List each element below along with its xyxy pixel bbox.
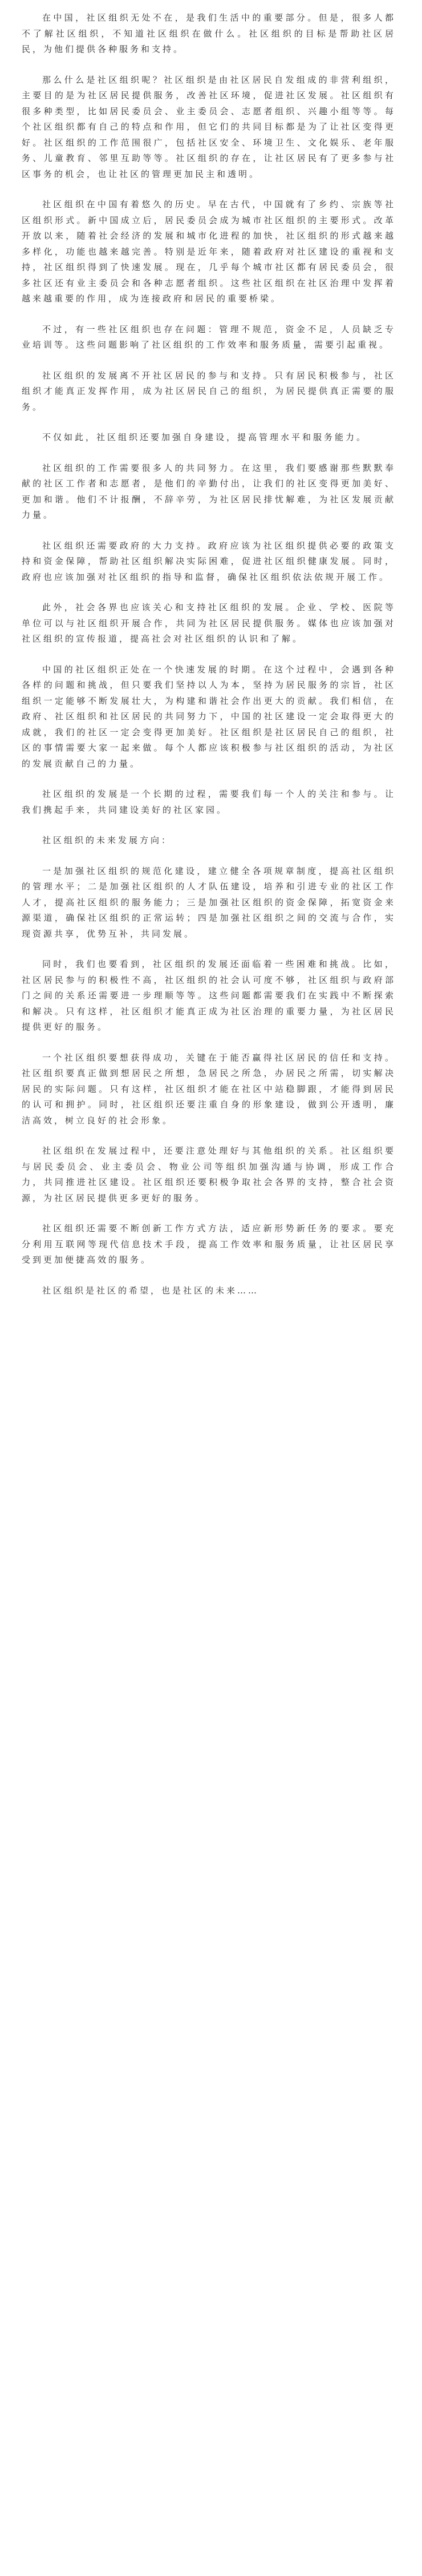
- paragraph: 社区组织在中国有着悠久的历史。早在古代，中国就有了乡约、宗族等社区组织形式。新中国成立后，居民委员会成为城市社区组织的主要形式。改革开放以来，随着社会经济的发展和城市化进程的加快，社区组织的形式越来越多样化，功能也越来越完善。特别是近年来，随着政府对社区建设的重视和支持，社区组织得到了快速发展。现在，几乎每个城市社区都有居民委员会，很多社区还有业主委员会和各种志愿者组织。这些社区组织在社区治理中发挥着越来越重要的作用，成为连接政府和居民的重要桥梁。: [22, 199, 396, 304]
- paragraph: 社区组织还需要不断创新工作方式方法，适应新形势新任务的要求。要充分利用互联网等现代信息技术手段，提高工作效率和服务质量，让社区居民享受到更加便捷高效的服务。: [22, 1223, 396, 1265]
- paragraph: 一个社区组织要想获得成功，关键在于能否赢得社区居民的信任和支持。社区组织要真正做到想居民之所想，急居民之所急，办居民之所需，切实解决居民的实际问题。只有这样，社区组织才能在社区中站稳脚跟，才能得到居民的认可和拥护。同时，社区组织还要注重自身的形象建设，做到公开透明，廉洁高效，树立良好的社会形象。: [22, 1052, 396, 1126]
- paragraph: 那么什么是社区组织呢？社区组织是由社区居民自发组成的非营利组织，主要目的是为社区居民提供服务，改善社区环境，促进社区发展。社区组织有很多种类型，比如居民委员会、业主委员会、志愿者组织、兴趣小组等等。每个社区组织都有自己的特点和作用，但它们的共同目标都是为了让社区变得更好。社区组织的工作范围很广，包括社区安全、环境卫生、文化娱乐、老年服务、儿童教育、邻里互助等等。社区组织的存在，让社区居民有了更多参与社区事务的机会，也让社区的管理更加民主和透明。: [22, 74, 396, 179]
- paragraph: 此外，社会各界也应该关心和支持社区组织的发展。企业、学校、医院等单位可以与社区组织开展合作，共同为社区居民提供服务。媒体也应该加强对社区组织的宣传报道，提高社会对社区组织的认识和了解。: [22, 602, 396, 644]
- paragraph: 中国的社区组织正处在一个快速发展的时期。在这个过程中，会遇到各种各样的问题和挑战，但只要我们坚持以人为本，坚持为居民服务的宗旨，社区组织一定能够不断发展壮大，为构建和谐社会作出更大的贡献。我们相信，在政府、社区组织和社区居民的共同努力下，中国的社区建设一定会取得更大的成就，我们的社区一定会变得更加美好。社区组织是社区居民自己的组织，社区的事情需要大家一起来做。每个人都应该积极参与社区组织的活动，为社区的发展贡献自己的力量。: [22, 664, 396, 769]
- paragraph: 在中国，社区组织无处不在，是我们生活中的重要部分。但是，很多人都不了解社区组织，不知道社区组织在做什么。社区组织的目标是帮助社区居民，为他们提供各种服务和支持。: [22, 13, 396, 54]
- paragraph: 社区组织的发展是一个长期的过程，需要我们每一个人的关注和参与。让我们携起手来，共同建设美好的社区家园。: [22, 789, 396, 815]
- paragraph: 不仅如此，社区组织还要加强自身建设，提高管理水平和服务能力。: [42, 432, 368, 442]
- paragraph: 社区组织还需要政府的大力支持。政府应该为社区组织提供必要的政策支持和资金保障，帮助社区组织解决实际困难，促进社区组织健康发展。同时，政府也应该加强对社区组织的指导和监督，确保社区组织依法依规开展工作。: [22, 540, 396, 582]
- paragraph: 社区组织是社区的希望，也是社区的未来……: [42, 1285, 259, 1296]
- paragraph: 一是加强社区组织的规范化建设，建立健全各项规章制度，提高社区组织的管理水平；二是加强社区组织的人才队伍建设，培养和引进专业的社区工作人才，提高社区组织的服务能力；三是加强社区组织的资金保障，拓宽资金来源渠道，确保社区组织的正常运转；四是加强社区组织之间的交流与合作，实现资源共享，优势互补，共同发展。: [22, 865, 396, 939]
- paragraph: 社区组织的工作需要很多人的共同努力。在这里，我们要感谢那些默默奉献的社区工作者和志愿者，是他们的辛勤付出，让我们的社区变得更加美好、更加和谐。他们不计报酬，不辞辛劳，为社区居民排忧解难，为社区发展贡献力量。: [22, 462, 396, 520]
- paragraph: 社区组织的发展离不开社区居民的参与和支持。只有居民积极参与，社区组织才能真正发挥作用，成为社区居民自己的组织，为居民提供真正需要的服务。: [22, 370, 396, 412]
- paragraph: 社区组织在发展过程中，还要注意处理好与其他组织的关系。社区组织要与居民委员会、业主委员会、物业公司等组织加强沟通与协调，形成工作合力，共同推进社区建设。社区组织还要积极争取社会各界的支持，整合社会资源，为社区居民提供更多更好的服务。: [22, 1146, 396, 1203]
- paragraph: 不过，有一些社区组织也存在问题：管理不规范，资金不足，人员缺乏专业培训等。这些问题影响了社区组织的工作效率和服务质量，需要引起重视。: [22, 324, 396, 350]
- paragraph: 同时，我们也要看到，社区组织的发展还面临着一些困难和挑战。比如，社区居民参与的积极性不高，社区组织的社会认可度不够，社区组织与政府部门之间的关系还需要进一步理顺等等。这些问题都需要我们在实践中不断探索和解决。只有这样，社区组织才能真正成为社区治理的重要力量，为社区居民提供更好的服务。: [22, 959, 396, 1032]
- paragraph: 社区组织的未来发展方向：: [42, 835, 173, 845]
